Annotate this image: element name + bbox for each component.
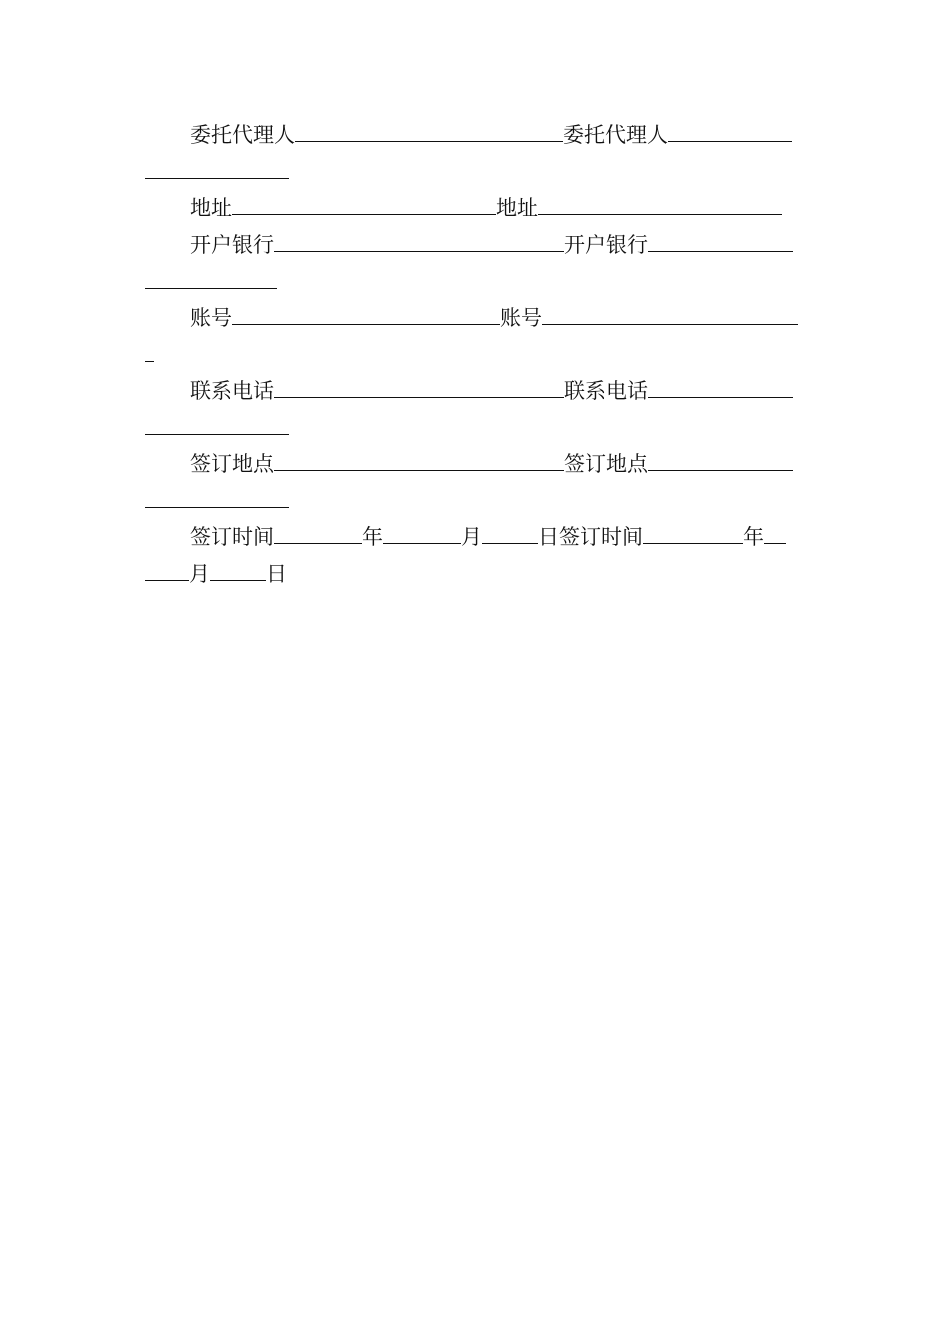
phone-blank-right[interactable] xyxy=(648,372,793,398)
address-blank-right[interactable] xyxy=(538,189,782,215)
account-label-right: 账号 xyxy=(500,306,542,330)
time-label-left: 签订时间 xyxy=(190,525,274,549)
account-blank-right-cont[interactable] xyxy=(145,336,154,362)
agent-blank-right-cont[interactable] xyxy=(145,153,289,179)
year-blank-right[interactable] xyxy=(643,518,743,544)
account-blank-right[interactable] xyxy=(542,299,798,325)
place-blank-right-cont[interactable] xyxy=(145,482,289,508)
phone-blank-right-cont[interactable] xyxy=(145,409,289,435)
day-blank-left[interactable] xyxy=(482,518,538,544)
bank-blank-right[interactable] xyxy=(648,226,793,252)
agent-label-right: 委托代理人 xyxy=(563,123,668,147)
phone-label-right: 联系电话 xyxy=(564,379,648,403)
bank-label-right: 开户银行 xyxy=(564,233,648,257)
agent-row xyxy=(145,116,807,153)
agent-label-left: 委托代理人 xyxy=(190,123,295,147)
day-label-right: 日 xyxy=(266,562,287,586)
time-label-right: 签订时间 xyxy=(559,525,643,549)
phone-row xyxy=(145,372,807,409)
account-blank-left[interactable] xyxy=(232,299,500,325)
year-label-right: 年 xyxy=(743,525,764,549)
month-label-left: 月 xyxy=(461,525,482,549)
phone-row-continued xyxy=(145,409,807,445)
year-label-left: 年 xyxy=(362,525,383,549)
day-label-left: 日 xyxy=(538,525,559,549)
place-label-left: 签订地点 xyxy=(190,452,274,476)
place-blank-left[interactable] xyxy=(274,445,564,471)
account-row-continued xyxy=(145,336,807,372)
place-row xyxy=(145,445,807,482)
month-label-right: 月 xyxy=(189,562,210,586)
day-blank-right[interactable] xyxy=(210,555,266,581)
bank-row xyxy=(145,226,807,263)
account-row xyxy=(145,299,807,336)
month-blank-left[interactable] xyxy=(383,518,461,544)
agent-blank-left[interactable] xyxy=(295,116,563,142)
phone-blank-left[interactable] xyxy=(274,372,564,398)
month-blank-right[interactable] xyxy=(764,518,786,544)
bank-blank-right-cont[interactable] xyxy=(145,263,277,289)
account-label-left: 账号 xyxy=(190,306,232,330)
time-row-continued xyxy=(145,555,807,591)
address-row xyxy=(145,189,807,226)
address-label-right: 地址 xyxy=(496,196,538,220)
time-row xyxy=(145,518,807,555)
bank-row-continued xyxy=(145,263,807,299)
phone-label-left: 联系电话 xyxy=(190,379,274,403)
agent-blank-right[interactable] xyxy=(668,116,792,142)
bank-label-left: 开户银行 xyxy=(190,233,274,257)
agent-row-continued xyxy=(145,153,807,189)
place-label-right: 签订地点 xyxy=(564,452,648,476)
place-blank-right[interactable] xyxy=(648,445,793,471)
address-blank-left[interactable] xyxy=(232,189,496,215)
bank-blank-left[interactable] xyxy=(274,226,564,252)
month-blank-right-cont[interactable] xyxy=(145,555,189,581)
address-label-left: 地址 xyxy=(190,196,232,220)
place-row-continued xyxy=(145,482,807,518)
contract-signature-block xyxy=(145,116,807,591)
year-blank-left[interactable] xyxy=(274,518,362,544)
